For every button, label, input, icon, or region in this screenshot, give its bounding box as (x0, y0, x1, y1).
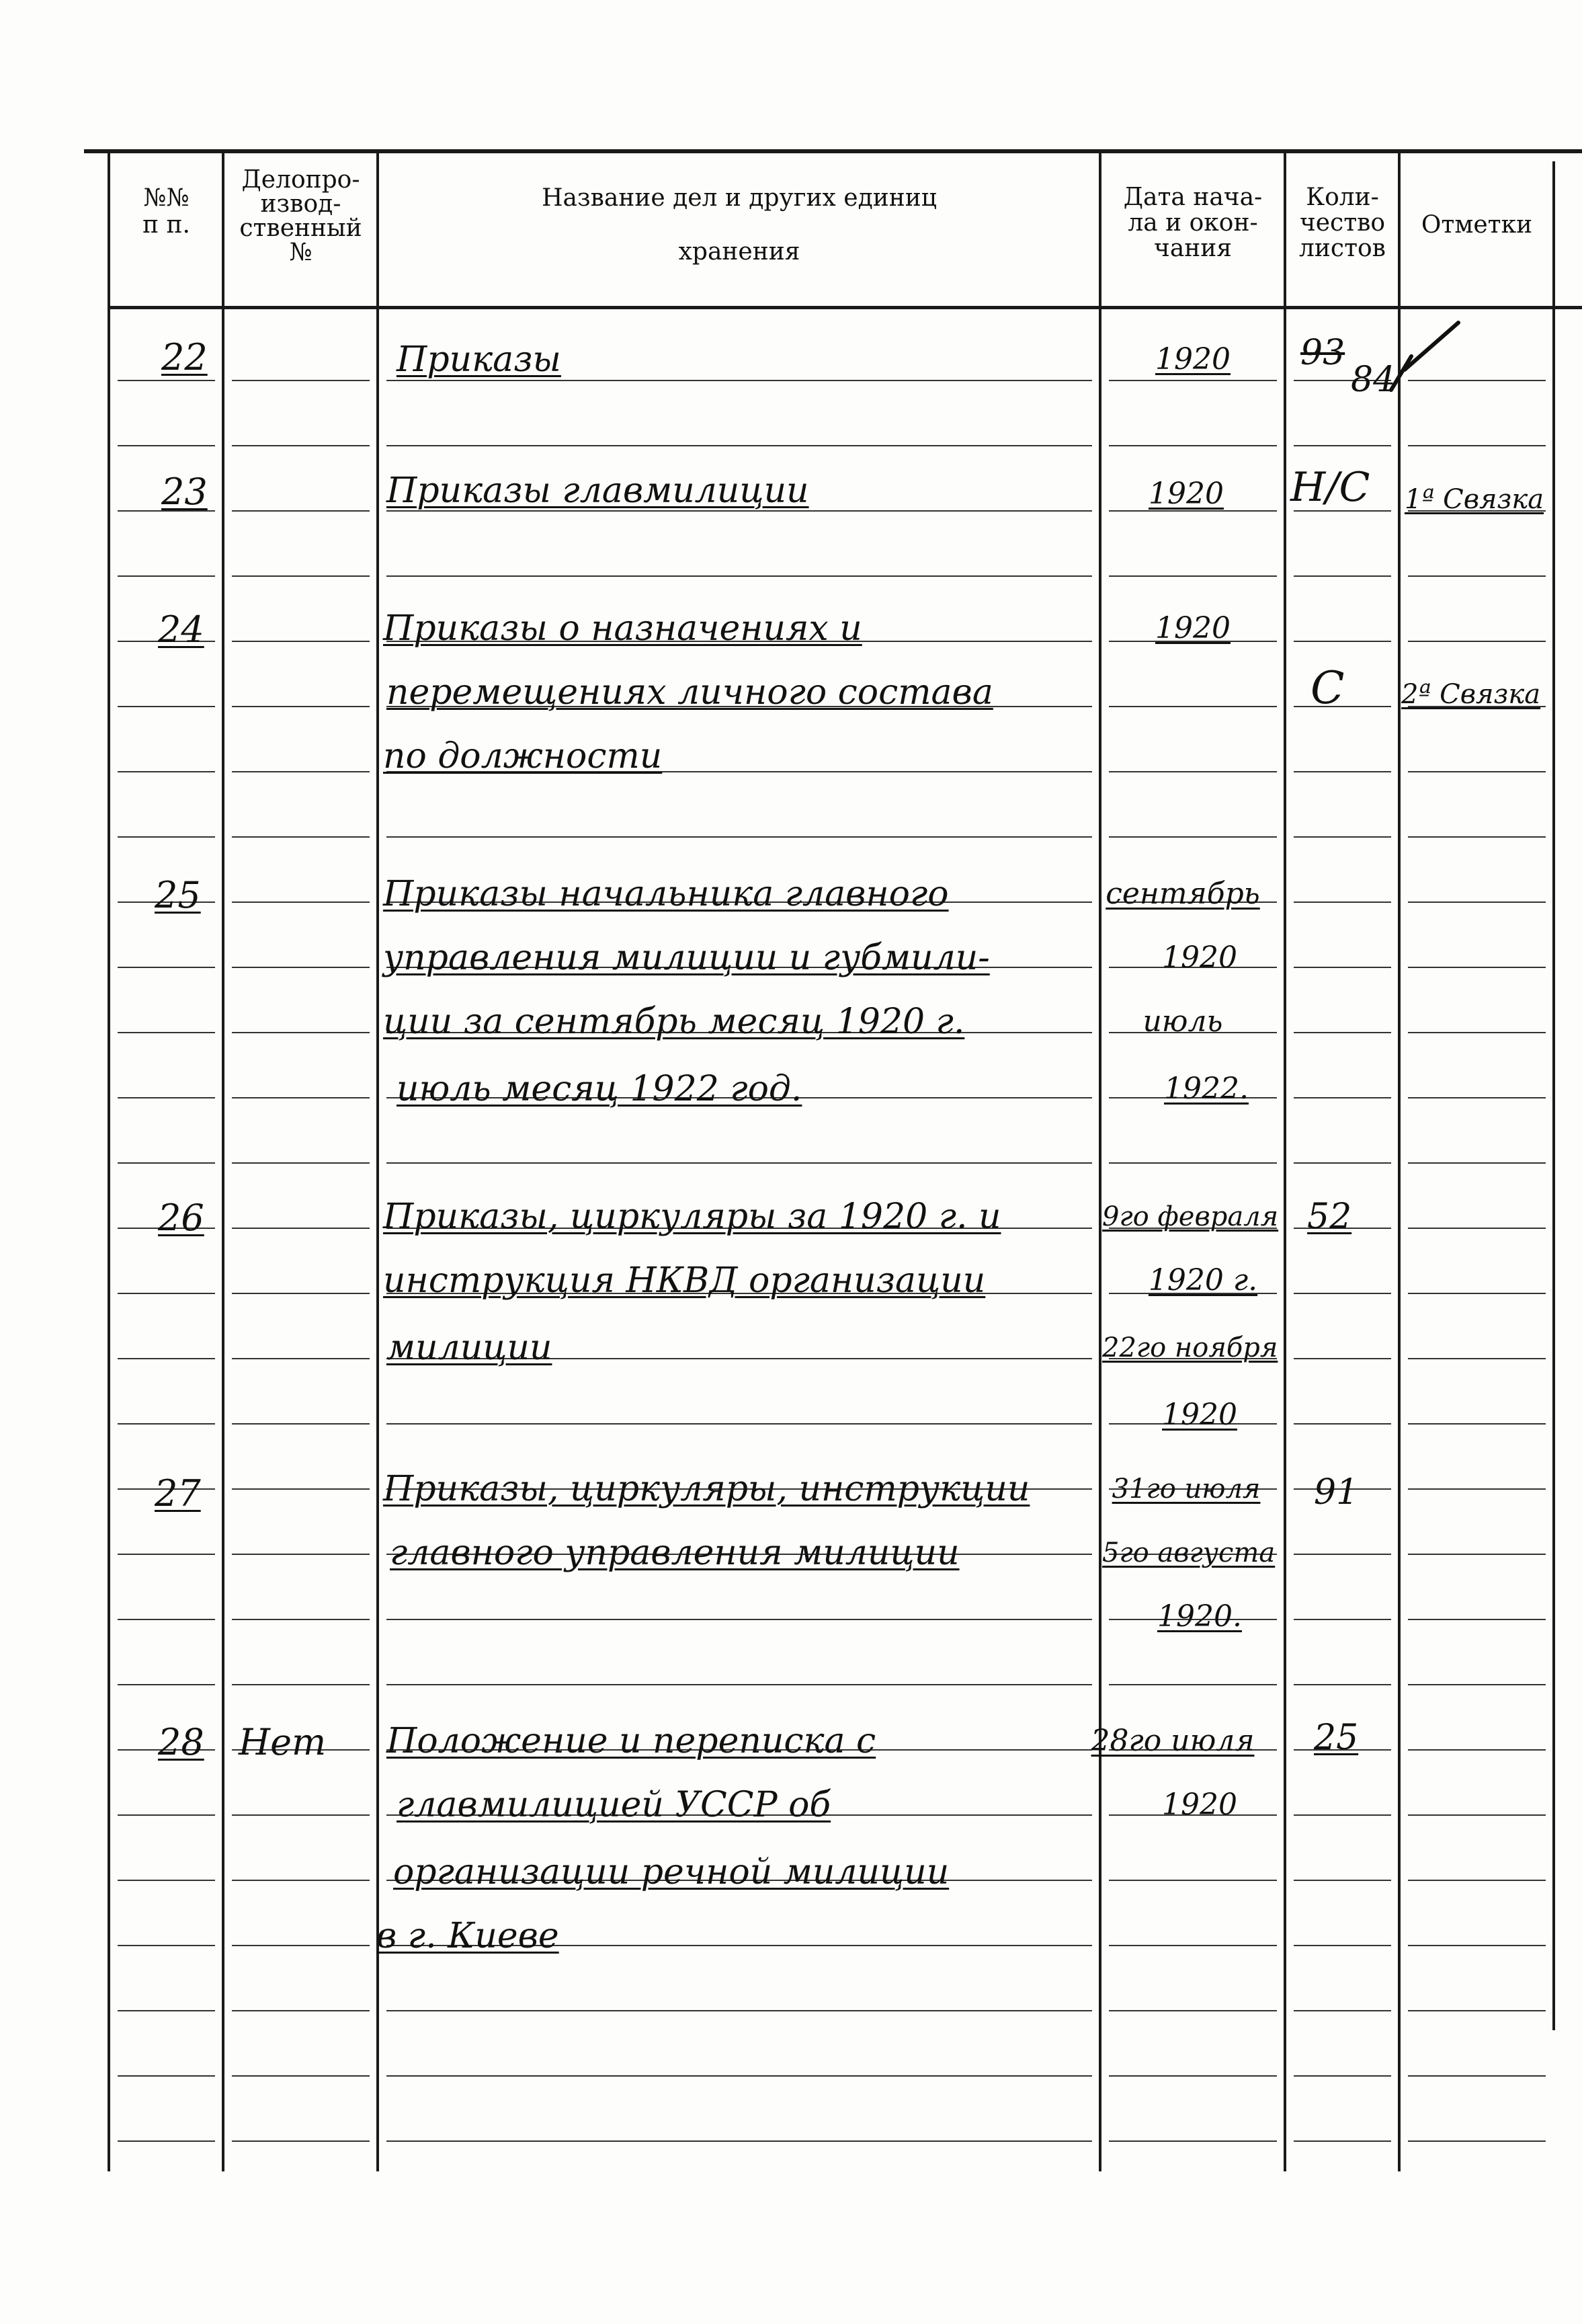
rule-line (232, 771, 370, 772)
row-25-title-line-3: ции за сентябрь месяц 1920 г. (383, 1002, 965, 1042)
rule-line (1408, 967, 1546, 968)
rule-line (1109, 445, 1277, 446)
rule-line (1294, 901, 1391, 903)
rule-line (232, 1814, 370, 1816)
rule-line (1408, 901, 1546, 903)
rule-line (1408, 1880, 1546, 1881)
row-22-count: 84 (1351, 360, 1396, 400)
header-num: №№ п п. (142, 184, 190, 239)
rule-line (232, 2075, 370, 2077)
row-24-note: 2ª Связка (1401, 679, 1541, 710)
row-26-date-3: 22го ноября (1102, 1332, 1278, 1363)
rule-line (232, 1880, 370, 1881)
rule-line (1294, 1293, 1391, 1294)
row-24-title-line-2: перемещениях личного состава (386, 672, 993, 713)
rule-line (118, 1814, 215, 1816)
row-22-count-struck: 93 (1300, 333, 1345, 373)
rule-line (1109, 2140, 1277, 2142)
rule-line (1408, 2010, 1546, 2011)
row-28-title-line-1: Положение и переписка с (386, 1721, 876, 1761)
row-28-count: 25 (1314, 1718, 1359, 1758)
rule-line (1294, 641, 1391, 642)
row-28-title-line-3: организации речной милиции (393, 1852, 950, 1892)
rule-line (386, 445, 1092, 446)
rule-line (1294, 836, 1391, 838)
rule-line (1294, 1162, 1391, 1164)
rule-line (1408, 1684, 1546, 1685)
column-line-2 (376, 151, 379, 2171)
rule-line (1294, 575, 1391, 577)
rule-line (1294, 1945, 1391, 1946)
rule-line (232, 1228, 370, 1229)
rule-line (118, 575, 215, 577)
rule-line (118, 1423, 215, 1425)
rule-line (232, 706, 370, 707)
rule-line (386, 1162, 1092, 1164)
rule-line (232, 641, 370, 642)
rule-line (1294, 1684, 1391, 1685)
rule-line (1109, 2010, 1277, 2011)
row-25-title-line-1: Приказы начальника главного (383, 874, 949, 914)
header-count: Коли- чество листов (1299, 184, 1386, 262)
row-26-number: 26 (158, 1197, 204, 1239)
rule-line (118, 967, 215, 968)
rule-line (1109, 1880, 1277, 1881)
rule-line (386, 575, 1092, 577)
rule-line (232, 901, 370, 903)
row-22-title-line: Приказы (397, 339, 561, 380)
row-23-number: 23 (161, 471, 208, 513)
row-23-count: Н/С (1290, 464, 1370, 511)
rule-line (1109, 771, 1277, 772)
row-25-date-2: 1920 (1162, 940, 1237, 975)
row-24-number: 24 (158, 608, 204, 651)
header-dates: Дата нача- ла и окон- чания (1123, 184, 1263, 262)
rule-line (232, 575, 370, 577)
row-22-number: 22 (161, 336, 208, 378)
rule-line (1408, 1293, 1546, 1294)
rule-line (1408, 2140, 1546, 2142)
rule-line (118, 1097, 215, 1098)
header-office: Делопро- извод- ственный № (239, 166, 362, 266)
row-25-title-line-4: июль месяц 1922 год. (397, 1069, 802, 1109)
column-line-3 (1099, 151, 1101, 2171)
rule-line (118, 1032, 215, 1033)
rule-line (1408, 1945, 1546, 1946)
rule-line (1408, 1423, 1546, 1425)
rule-line (386, 1423, 1092, 1425)
rule-line (1408, 1554, 1546, 1555)
row-28-date-1: 28го июля (1091, 1724, 1255, 1758)
rule-line (118, 1945, 215, 1946)
rule-line (386, 1619, 1092, 1620)
header-notes: Отметки (1421, 211, 1533, 239)
row-28-office: Нет (239, 1721, 327, 1763)
rule-line (1408, 771, 1546, 772)
rule-line (118, 1880, 215, 1881)
rule-line (1408, 1228, 1546, 1229)
row-25-title-line-2: управления милиции и губмили- (383, 938, 990, 978)
row-23-note: 1ª Связка (1405, 484, 1544, 515)
rule-line (1408, 1097, 1546, 1098)
table-top-border (84, 149, 1582, 153)
rule-line (118, 771, 215, 772)
row-28-number: 28 (158, 1721, 204, 1763)
rule-line (1294, 1358, 1391, 1359)
rule-line (1294, 967, 1391, 968)
rule-line (118, 706, 215, 707)
rule-line (1294, 1554, 1391, 1555)
row-26-date-4: 1920 (1162, 1398, 1237, 1432)
rule-line (386, 2140, 1092, 2142)
rule-line (232, 1423, 370, 1425)
row-24-title-line-3: по должности (383, 736, 663, 776)
row-26-title-line-2: инструкция НКВД организации (383, 1260, 986, 1301)
row-23-title-line: Приказы главмилиции (386, 471, 809, 511)
rule-line (1408, 1358, 1546, 1359)
rule-line (1109, 2075, 1277, 2077)
rule-line (118, 2075, 215, 2077)
row-28-title-line-4: в г. Киеве (376, 1916, 559, 1956)
rule-line (386, 2010, 1092, 2011)
rule-line (232, 1032, 370, 1033)
rule-line (232, 510, 370, 512)
row-25-date-4: 1922. (1164, 1072, 1249, 1106)
row-23-date: 1920 (1149, 477, 1224, 511)
rule-line (118, 2140, 215, 2142)
row-28-date-2: 1920 (1162, 1788, 1237, 1822)
rule-line (232, 2010, 370, 2011)
rule-line (118, 1293, 215, 1294)
rule-line (232, 1554, 370, 1555)
rule-line (118, 1358, 215, 1359)
rule-line (1408, 1749, 1546, 1751)
rule-line (1294, 1619, 1391, 1620)
rule-line (232, 1293, 370, 1294)
rule-line (1294, 1880, 1391, 1881)
column-line-5 (1398, 151, 1401, 2171)
row-27-title-line-1: Приказы, циркуляры, инструкции (383, 1469, 1030, 1509)
rule-line (232, 1945, 370, 1946)
row-25-date-1: сентябрь (1106, 877, 1260, 911)
rule-line (118, 836, 215, 838)
row-27-title-line-2: главного управления милиции (390, 1533, 960, 1573)
row-26-date-1: 9го февраля (1102, 1201, 1279, 1232)
rule-line (386, 2075, 1092, 2077)
rule-line (1109, 1684, 1277, 1685)
row-24-title-line-1: Приказы о назначениях и (383, 608, 862, 649)
rule-line (1294, 771, 1391, 772)
rule-line (1294, 445, 1391, 446)
rule-line (1408, 445, 1546, 446)
rule-line (1294, 2010, 1391, 2011)
row-26-date-2: 1920 г. (1148, 1263, 1258, 1297)
rule-line (118, 1554, 215, 1555)
rule-line (1408, 575, 1546, 577)
column-line-1 (222, 151, 224, 2171)
check-mark-icon (1384, 316, 1465, 403)
header-bottom-border (108, 306, 1582, 309)
rule-line (232, 445, 370, 446)
rule-line (1109, 1162, 1277, 1164)
rule-line (1408, 2075, 1546, 2077)
row-24-date: 1920 (1155, 611, 1231, 645)
rule-line (232, 1358, 370, 1359)
rule-line (1294, 1097, 1391, 1098)
row-24-count: С (1310, 662, 1345, 714)
rule-line (1408, 1619, 1546, 1620)
rule-line (1294, 2075, 1391, 2077)
rule-line (1294, 1814, 1391, 1816)
rule-line (1294, 2140, 1391, 2142)
rule-line (232, 2140, 370, 2142)
rule-line (1408, 1032, 1546, 1033)
rule-line (232, 1684, 370, 1685)
rule-line (1408, 836, 1546, 838)
rule-line (118, 1619, 215, 1620)
rule-line (118, 1684, 215, 1685)
column-line-4 (1284, 151, 1286, 2171)
row-26-count: 52 (1307, 1197, 1352, 1237)
row-27-number: 27 (155, 1472, 201, 1515)
row-27-date-3: 1920. (1157, 1599, 1242, 1634)
rule-line (118, 445, 215, 446)
rule-line (232, 380, 370, 381)
rule-line (232, 1619, 370, 1620)
rule-line (232, 836, 370, 838)
rule-line (118, 2010, 215, 2011)
rule-line (1294, 1423, 1391, 1425)
rule-line (1408, 1162, 1546, 1164)
row-27-date-2: 5го августа (1102, 1537, 1276, 1568)
row-25-date-3: июль (1142, 1004, 1223, 1039)
rule-line (1294, 1032, 1391, 1033)
rule-line (386, 1684, 1092, 1685)
rule-line (1109, 836, 1277, 838)
rule-line (386, 836, 1092, 838)
row-22-date: 1920 (1155, 342, 1231, 376)
row-27-count: 91 (1314, 1472, 1359, 1513)
rule-line (118, 1162, 215, 1164)
column-line-left (108, 151, 110, 2171)
rule-line (1408, 1488, 1546, 1490)
row-28-title-line-2: главмилицией УССР об (397, 1785, 831, 1825)
header-title-line2: хранения (678, 238, 800, 266)
rule-line (1109, 706, 1277, 707)
rule-line (1109, 1945, 1277, 1946)
row-25-number: 25 (155, 874, 201, 916)
rule-line (232, 1162, 370, 1164)
rule-line (118, 380, 215, 381)
row-26-title-line-1: Приказы, циркуляры за 1920 г. и (383, 1197, 1001, 1237)
row-26-title-line-3: милиции (386, 1328, 552, 1368)
rule-line (1109, 575, 1277, 577)
header-title-line1: Название дел и других единиц (542, 184, 937, 212)
rule-line (1408, 641, 1546, 642)
row-27-date-1: 31го июля (1112, 1474, 1261, 1505)
rule-line (232, 1488, 370, 1490)
rule-line (1408, 1814, 1546, 1816)
rule-line (232, 967, 370, 968)
rule-line (232, 1097, 370, 1098)
column-line-right (1552, 161, 1555, 2030)
